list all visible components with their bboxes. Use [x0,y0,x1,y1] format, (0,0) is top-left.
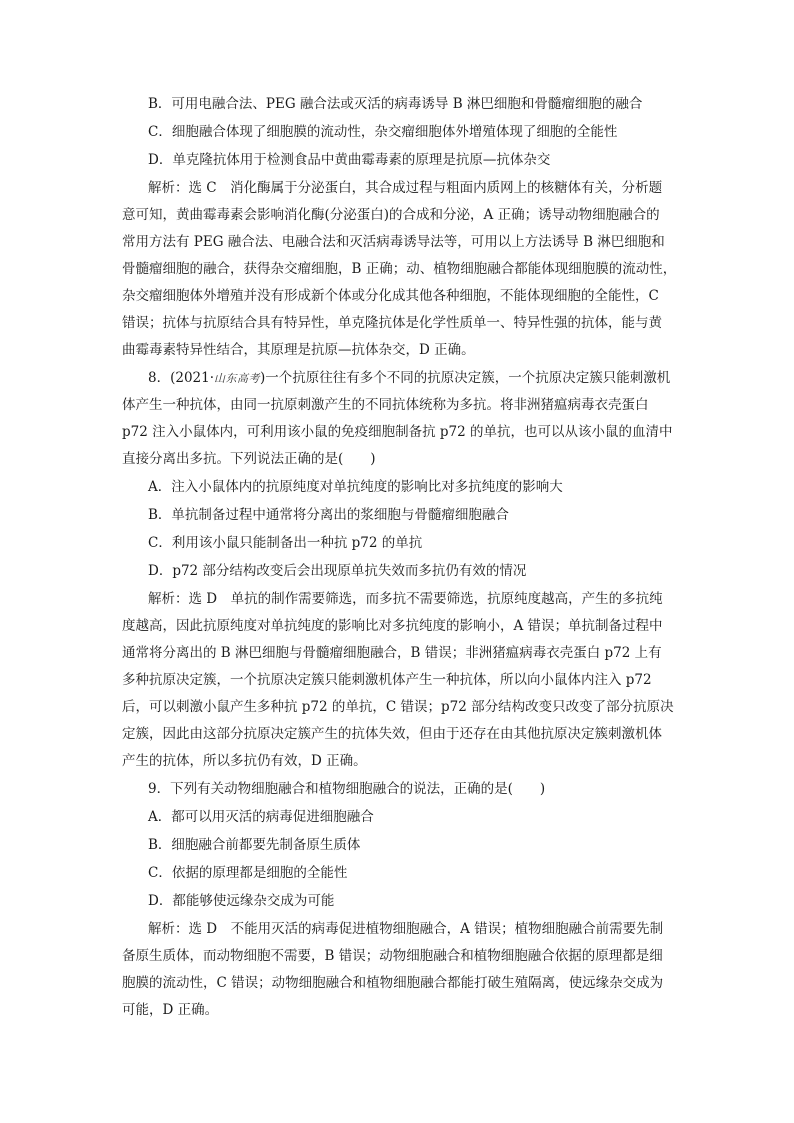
q8-number: 8．(2021· [148,370,215,386]
q8-source-label: 山东高考 [214,372,261,385]
q7-option-c: C．细胞融合体现了细胞膜的流动性，杂交瘤细胞体外增殖体现了细胞的全能性 [148,124,618,140]
q7-analysis-line: 意可知，黄曲霉毒素会影响消化酶(分泌蛋白)的合成和分泌，A 正确；诱导动物细胞融合的 [122,207,660,223]
q9-analysis-line: 可能，D 正确。 [122,1002,219,1018]
q8-stem-line: 体产生一种抗体，由同一抗原刺激产生的不同抗体统称为多抗。将非洲猪瘟病毒衣壳蛋白 [122,397,649,413]
q9-analysis-line: 胞膜的流动性，C 错误；动物细胞融合和植物细胞融合都能打破生殖隔离，使远缘杂交成为 [122,975,664,991]
q8-analysis-line: 解析：选 D 单抗的制作需要筛选，而多抗不需要筛选，抗原纯度越高，产生的多抗纯 [148,591,663,607]
q7-analysis-line: 曲霉毒素特异性结合，其原理是抗原—抗体杂交，D 正确。 [122,342,475,358]
q8-option-a: A．注入小鼠体内的抗原纯度对单抗纯度的影响比对多抗纯度的影响大 [148,479,563,495]
q9-option-d: D．都能够使远缘杂交成为可能 [148,893,335,909]
q8-option-d: D．p72 部分结构改变后会出现原单抗失效而多抗仍有效的情况 [148,563,527,579]
q7-analysis-line: 常用方法有 PEG 融合法、电融合法和灭活病毒诱导法等，可用以上方法诱导 B 淋巴细胞和 [122,234,665,250]
q8-analysis-line: 多种抗原决定簇，一个抗原决定簇只能刺激机体产生一种抗体，所以向小鼠体内注入 p72 [122,672,652,688]
q8-stem-line: p72 注入小鼠体内，可利用该小鼠的免疫细胞制备抗 p72 的单抗，也可以从该小鼠的血清中 [122,424,673,440]
q9-option-b: B．细胞融合前都要先制备原生质体 [148,837,361,853]
q8-stem-line: 直接分离出多抗。下列说法正确的是( ) [122,451,376,467]
q8-analysis-line: 后，可以刺激小鼠产生多种抗 p72 的单抗，C 错误；p72 部分结构改变只改变了部分抗原决 [122,699,674,715]
q9-option-a: A．都可以用灭活的病毒促进细胞融合 [148,809,374,825]
q8-stem-first-line [148,368,670,389]
q9-analysis-line: 解析：选 D 不能用灭活的病毒促进植物细胞融合，A 错误；植物细胞融合前需要先制 [148,921,664,937]
q8-analysis-line: 通常将分离出的 B 淋巴细胞与骨髓瘤细胞融合，B 错误；非洲猪瘟病毒衣壳蛋白 p72 上有 [122,645,662,661]
q7-option-b: B．可用电融合法、PEG 融合法或灭活的病毒诱导 B 淋巴细胞和骨髓瘤细胞的融合 [148,96,643,112]
q7-analysis-line: 骨髓瘤细胞的融合，获得杂交瘤细胞，B 正确；动、植物细胞融合都能体现细胞膜的流动性， [122,261,677,277]
q8-analysis-line: 产生的抗体，所以多抗仍有效，D 正确。 [122,753,367,769]
q8-analysis-line: 度越高，因此抗原纯度对单抗纯度的影响比对多抗纯度的影响小，A 错误；单抗制备过程中 [122,618,663,634]
q8-stem-first-rest: )一个抗原往往有多个不同的抗原决定簇，一个抗原决定簇只能刺激机 [260,370,671,386]
q9-stem: 9．下列有关动物细胞融合和植物细胞融合的说法，正确的是( ) [148,781,546,797]
q7-analysis-line: 杂交瘤细胞体外增殖并没有形成新个体或分化成其他各种细胞，不能体现细胞的全能性，C [122,288,659,304]
q7-analysis-line: 解析：选 C 消化酶属于分泌蛋白，其合成过程与粗面内质网上的核糖体有关，分析题 [148,180,663,196]
q8-analysis-line: 定簇，因此由这部分抗原决定簇产生的抗体失效，但由于还存在由其他抗原决定簇刺激机体 [122,726,662,742]
q8-option-c: C．利用该小鼠只能制备出一种抗 p72 的单抗 [148,535,423,551]
q8-option-b: B．单抗制备过程中通常将分离出的浆细胞与骨髓瘤细胞融合 [148,507,509,523]
q7-analysis-line: 错误；抗体与抗原结合具有特异性，单克隆抗体是化学性质单一、特异性强的抗体，能与黄 [122,315,662,331]
q7-option-d: D．单克隆抗体用于检测食品中黄曲霉毒素的原理是抗原—抗体杂交 [148,152,551,168]
q9-analysis-line: 备原生质体，而动物细胞不需要，B 错误；动物细胞融合和植物细胞融合依据的原理都是细 [122,948,663,964]
q9-option-c: C．依据的原理都是细胞的全能性 [148,865,348,881]
